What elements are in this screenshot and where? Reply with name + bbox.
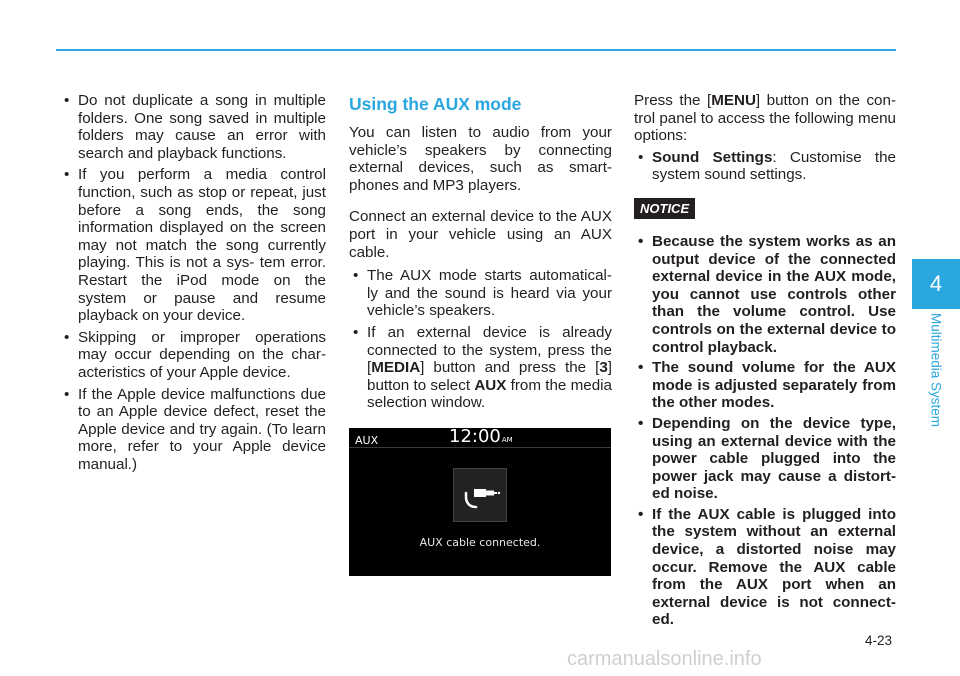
screen-divider xyxy=(349,447,611,448)
menu-intro-paragraph: Press the [MENU] button on the con- trol panel to access the following menu options: xyxy=(634,92,897,145)
list-item: • If you perform a media control function, such as stop or repeat, just before a song ends, the song information displayed on the screen may not match the song currently playing. This is not a sys- tem error. Restart the iPod mode on the system or pause and resume playback on your device. xyxy=(60,166,326,324)
menu-options-list xyxy=(634,149,896,184)
aux-steps-list xyxy=(349,267,612,412)
list-item: • If an external device is already connected to the system, press the [MEDIA] button and press the [3] button to select AUX from the media selection window. xyxy=(349,324,612,412)
watermark: carmanualsonline.info xyxy=(567,648,762,670)
connect-paragraph: Connect an external device to the AUX port in your vehicle using an AUX cable. xyxy=(349,208,612,261)
ipod-notes-list xyxy=(60,92,326,473)
page-number: 4-23 xyxy=(864,633,892,648)
screen-mode-label: AUX xyxy=(355,433,379,447)
list-item: • Skipping or improper operations may occur depending on the char- acteristics of your Apple device. xyxy=(60,329,326,382)
list-item: • The sound volume for the AUX mode is adjusted separately from the other modes. xyxy=(634,359,896,412)
list-item: • Because the system works as an output device of the connected external device in the AUX mode, you cannot use controls other than the volume control. Use controls on the external device to control playback. xyxy=(634,233,896,356)
section-title: Using the AUX mode xyxy=(349,94,522,114)
list-item: • Depending on the device type, using an external device with the power cable plugged into the power jack may cause a distort- ed noise. xyxy=(634,415,896,503)
column-right xyxy=(634,92,896,632)
screen-message: AUX cable connected. xyxy=(419,535,541,549)
notice-list xyxy=(634,233,896,629)
list-item: • If the Apple device malfunctions due to an Apple device defect, reset the Apple device and try again. (To learn more, refer to your Apple device manual.) xyxy=(60,386,326,474)
chapter-label: Multimedia System xyxy=(928,312,944,428)
screen-clock: 12:00AM xyxy=(449,425,513,447)
aux-cable-icon xyxy=(453,468,507,522)
list-item: • Do not duplicate a song in multiple folders. One song saved in multiple folders may cause an error with search and playback functions. xyxy=(60,92,326,162)
intro-paragraph: You can listen to audio from your vehicle’s speakers by connecting external devices, such as smart- phones and MP3 players. xyxy=(349,124,612,194)
list-item: • The AUX mode starts automatical- ly and the sound is heard via your vehicle’s speakers. xyxy=(349,267,612,320)
column-left xyxy=(60,92,326,477)
column-middle xyxy=(349,94,612,576)
notice-badge: NOTICE xyxy=(634,198,695,219)
chapter-tab: 4 xyxy=(912,259,960,309)
list-item: • If the AUX cable is plugged into the system without an external device, a distorted noise may occur. Remove the AUX cable from the AUX port when an external device is not connect- ed. xyxy=(634,506,896,629)
header-rule xyxy=(56,49,896,51)
list-item: • Sound Settings: Customise the system sound settings. xyxy=(634,149,896,184)
aux-screen-image xyxy=(349,425,611,576)
